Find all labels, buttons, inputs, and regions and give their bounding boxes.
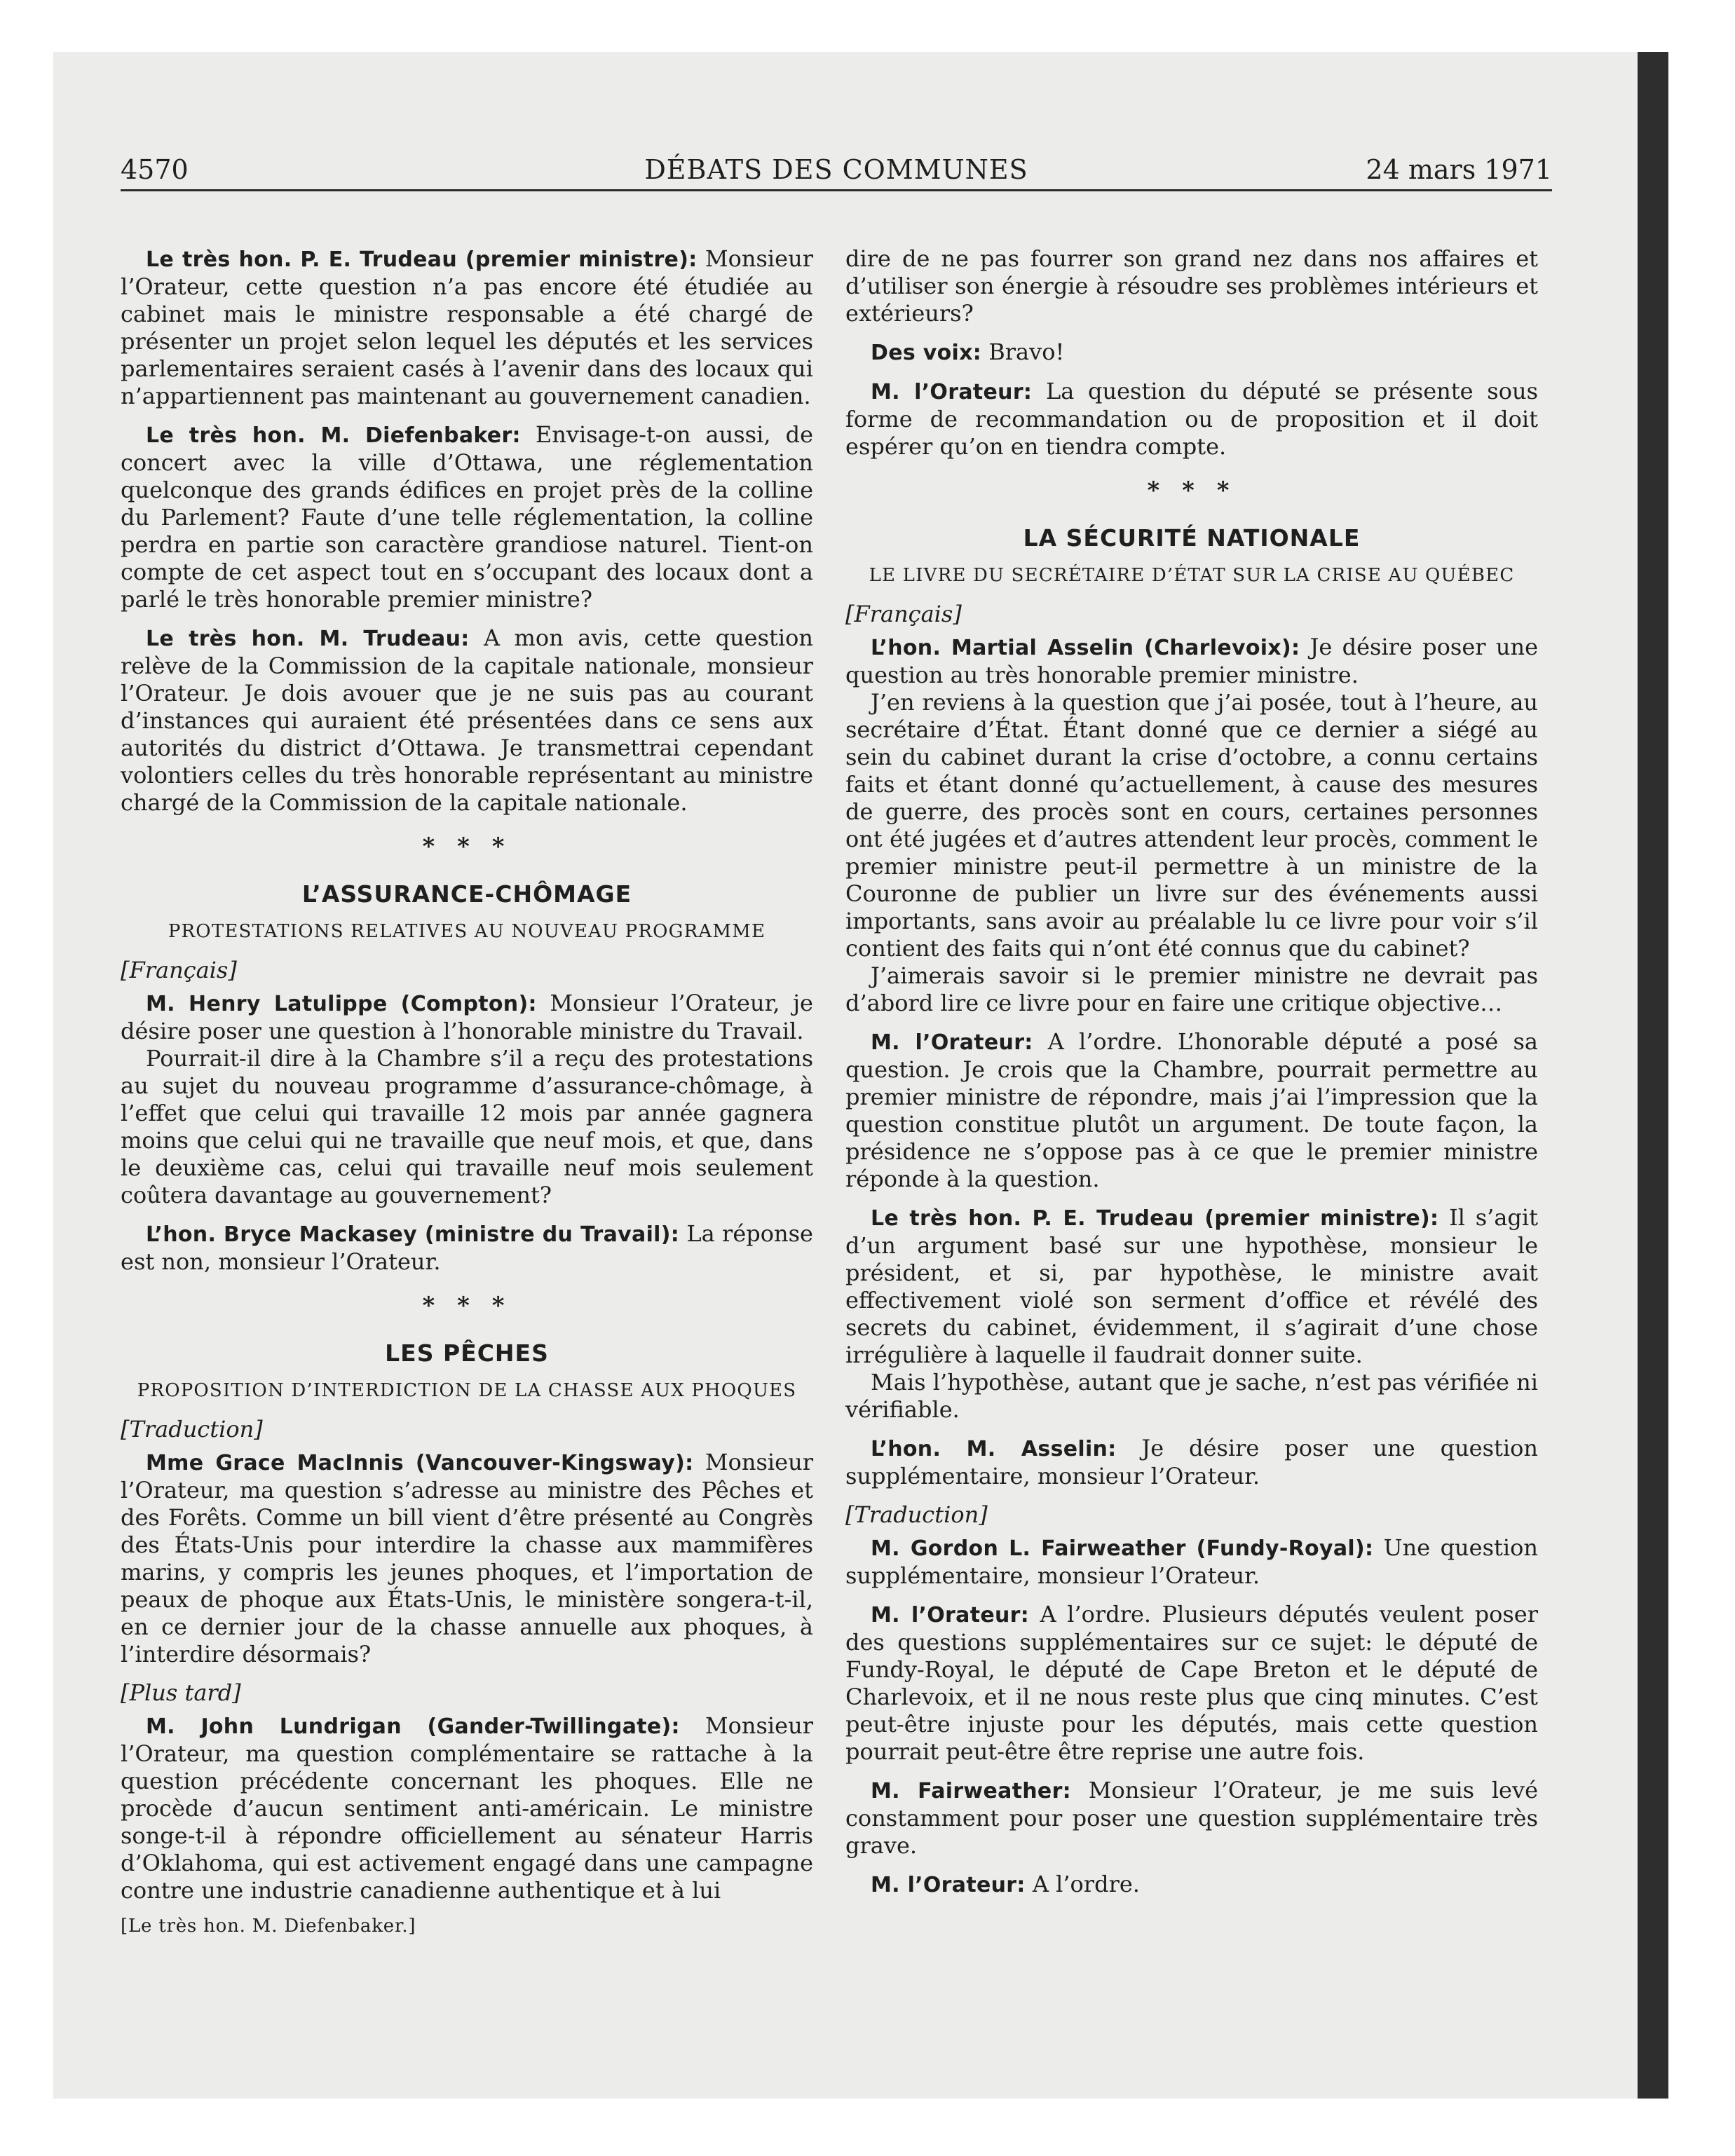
speaker-name: M. Fairweather:	[871, 1779, 1071, 1803]
speech-text: La question du député se présente sous forme de recommandation ou de proposition et il doit espérer qu’on en tiendra compte.	[845, 378, 1539, 460]
page-header	[121, 146, 1552, 191]
speaker-name: M. Henry Latulippe (Compton):	[146, 992, 537, 1016]
section-subheading: PROTESTATIONS RELATIVES AU NOUVEAU PROGRAMME	[168, 921, 766, 942]
speaker-name: L’hon. Martial Asselin (Charlevoix):	[871, 636, 1300, 660]
speaker-name: M. l’Orateur:	[871, 1603, 1030, 1628]
publication-title: DÉBATS DES COMMUNES	[644, 154, 1028, 185]
section-heading: LES PÊCHES	[385, 1339, 549, 1367]
speech-text: Il s’agit d’un argument basé sur une hypothèse, monsieur le président, et si, par hypothèse, le ministre avait effectivement violé son serment d’office et révélé des secrets du cabinet, évidemment, il s’agirait d’une chose irrégulière à laquelle il faudrait donner suite.	[845, 1204, 1538, 1368]
paragraph	[845, 1601, 1538, 1766]
language-tag: [Français]	[845, 601, 962, 627]
speaker-name: Mme Grace MacInnis (Vancouver-Kingsway):	[146, 1451, 694, 1475]
speech-text: Monsieur l’Orateur, cette question n’a pas encore été étudiée au cabinet mais le ministre responsable a été chargé de présenter un projet selon lequel les députés et les services parlementaires seraient casés à l’avenir dans des locaux qui n’appartiennent pas maintenant au gouvernement canadien.	[121, 245, 813, 409]
time-tag: [Plus tard]	[121, 1679, 241, 1706]
right-column	[845, 245, 1538, 1910]
section-heading: LA SÉCURITÉ NATIONALE	[1023, 524, 1361, 552]
speech-text: Une question supplémentaire, monsieur l’Orateur.	[845, 1534, 1538, 1589]
paragraph	[121, 245, 813, 410]
paragraph	[121, 625, 813, 817]
speaker-name: Le très hon. P. E. Trudeau (premier ministre):	[871, 1206, 1439, 1231]
section-separator: * * *	[422, 1292, 512, 1320]
speech-text: A mon avis, cette question relève de la Commission de la capitale nationale, monsieur l’Orateur. Je dois avouer que je ne suis pas au courant d’instances qui auraient été présentées dans ce sens aux autorités du district d’Ottawa. Je transmettrai cependant volontiers celles du très honorable représentant au ministre chargé de la Commission de la capitale nationale.	[121, 625, 813, 816]
section-separator: * * *	[422, 833, 512, 861]
speaker-name: M. John Lundrigan (Gander-Twillingate):	[146, 1714, 680, 1739]
speech-text: Monsieur l’Orateur, ma question s’adresse au ministre des Pêches et des Forêts. Comme un bill vient d’être présenté au Congrès des États-Unis pour interdire la chasse aux mammifères marins, y compris les jeunes phoques, et l’importation de peaux de phoque aux États-Unis, le ministère songera-t-il, en ce dernier jour de la chasse annuelle aux phoques, à l’interdire désormais?	[121, 1449, 814, 1667]
speaker-name: Des voix:	[871, 341, 982, 365]
paragraph	[121, 1712, 813, 1904]
speaker-name: L’hon. M. Asselin:	[871, 1437, 1117, 1461]
speech-text: Je désire poser une question au très honorable premier ministre.	[845, 634, 1539, 688]
speaker-name: M. Gordon L. Fairweather (Fundy-Royal):	[871, 1536, 1374, 1561]
paragraph	[845, 1028, 1538, 1193]
language-tag: [Traduction]	[121, 1416, 263, 1442]
paragraph: dire de ne pas fourrer son grand nez dans nos affaires et d’utiliser son énergie à résoudre ses problèmes intérieurs et extérieurs?	[845, 245, 1538, 327]
speaker-name: M. l’Orateur:	[871, 1030, 1033, 1055]
language-tag: [Traduction]	[845, 1501, 988, 1528]
speech-text: A l’ordre.	[1025, 1871, 1140, 1897]
page-number: 4570	[121, 154, 189, 185]
paragraph	[845, 378, 1538, 460]
speaker-name: M. l’Orateur:	[871, 1873, 1026, 1897]
column-footer: [Le très hon. M. Diefenbaker.]	[121, 1916, 416, 1937]
paragraph: J’en reviens à la question que j’ai posée, tout à l’heure, au secrétaire d’État. Étant donné que ce dernier a siégé au sein du cabinet durant la crise d’octobre, a connu certains faits et étant donné qu’actuellement, à cause des mesures de guerre, des procès sont en cours, certaines personnes ont été jugées et d’autres attendent leur procès, comment le premier ministre peut-il permettre à un ministre de la Couronne de publier un livre sur des événements aussi importants, sans avoir au préalable lu ce livre pour voir s’il contient des faits qui n’ont été connus que du cabinet?	[845, 689, 1538, 962]
speech-text: Envisage-t-on aussi, de concert avec la ville d’Ottawa, une réglementation quelconque des grands édifices en projet près de la colline du Parlement? Faute d’une telle réglementation, la colline perdra en partie son caractère grandiose naturel. Tient-on compte de cet aspect tout en s’occupant des locaux dont a parlé le très honorable premier ministre?	[121, 421, 814, 613]
section-separator: * * *	[1147, 477, 1237, 505]
paragraph: Mais l’hypothèse, autant que je sache, n’est pas vérifiée ni vérifiable.	[845, 1369, 1538, 1423]
paragraph	[845, 1435, 1538, 1490]
speech-text: Monsieur l’Orateur, ma question complémentaire se rattache à la question précédente concernant les phoques. Elle ne procède d’aucun sentiment anti-américain. Le ministre songe-t-il à répondre officiellement au sénateur Harris d’Oklahoma, qui est activement engagé dans une campagne contre une industrie canadienne authentique et à lui	[121, 1712, 813, 1904]
speech-text: Monsieur l’Orateur, je désire poser une question à l’honorable ministre du Travail.	[121, 990, 813, 1044]
language-tag: [Français]	[121, 957, 237, 983]
paragraph	[121, 1449, 813, 1668]
paragraph	[845, 1534, 1538, 1590]
section-subheading: LE LIVRE DU SECRÉTAIRE D’ÉTAT SUR LA CRISE AU QUÉBEC	[869, 565, 1515, 586]
paragraph	[845, 1777, 1538, 1860]
speaker-name: Le très hon. P. E. Trudeau (premier ministre):	[146, 247, 698, 272]
speech-text: A l’ordre. L’honorable député a posé sa question. Je crois que la Chambre, pourrait permettre au premier ministre de répondre, mais j’ai l’impression que la question constitue plutôt un argument. De toute façon, la présidence ne s’oppose pas à ce que le premier ministre réponde à la question.	[845, 1028, 1538, 1192]
page-date: 24 mars 1971	[1366, 154, 1552, 185]
speaker-name: Le très hon. M. Trudeau:	[146, 627, 470, 651]
speaker-name: L’hon. Bryce Mackasey (ministre du Travail):	[146, 1222, 680, 1247]
section-heading: L’ASSURANCE-CHÔMAGE	[301, 880, 632, 908]
paragraph: Pourrait-il dire à la Chambre s’il a reçu des protestations au sujet du nouveau programme d’assurance-chômage, à l’effet que celui qui travaille 12 mois par année gagnera moins que celui qui ne travaille que neuf mois, et que, dans le deuxième cas, celui qui travaille neuf mois seulement coûtera davantage au gouvernement?	[121, 1045, 813, 1208]
paragraph	[121, 990, 813, 1045]
speech-text: Je désire poser une question supplémentaire, monsieur l’Orateur.	[845, 1435, 1539, 1489]
paragraph	[121, 1220, 813, 1276]
left-column	[121, 245, 813, 1940]
speech-text: Bravo!	[981, 339, 1065, 365]
speaker-name: Le très hon. M. Diefenbaker:	[146, 423, 521, 448]
paragraph	[845, 634, 1538, 689]
scan-edge-shadow	[1638, 52, 1668, 2099]
section-subheading: PROPOSITION D’INTERDICTION DE LA CHASSE AUX PHOQUES	[137, 1380, 797, 1401]
speech-text: La réponse est non, monsieur l’Orateur.	[121, 1220, 813, 1275]
paragraph	[121, 421, 813, 613]
speech-text: A l’ordre. Plusieurs députés veulent poser des questions supplémentaires sur ce sujet: le député de Fundy-Royal, le député de Cape Breton et le député de Charlevoix, et il ne nous reste plus que cinq minutes. C’est peut-être injuste pour les députés, mais cette question pourrait peut-être être reprise une autre fois.	[845, 1601, 1538, 1765]
paragraph	[845, 1871, 1538, 1899]
speech-text: Monsieur l’Orateur, je me suis levé constamment pour poser une question supplémentaire très grave.	[845, 1777, 1539, 1859]
speaker-name: M. l’Orateur:	[871, 380, 1033, 404]
paragraph: J’aimerais savoir si le premier ministre ne devrait pas d’abord lire ce livre pour en faire une critique objective…	[845, 962, 1538, 1016]
paragraph	[845, 339, 1538, 367]
paragraph	[845, 1204, 1538, 1369]
